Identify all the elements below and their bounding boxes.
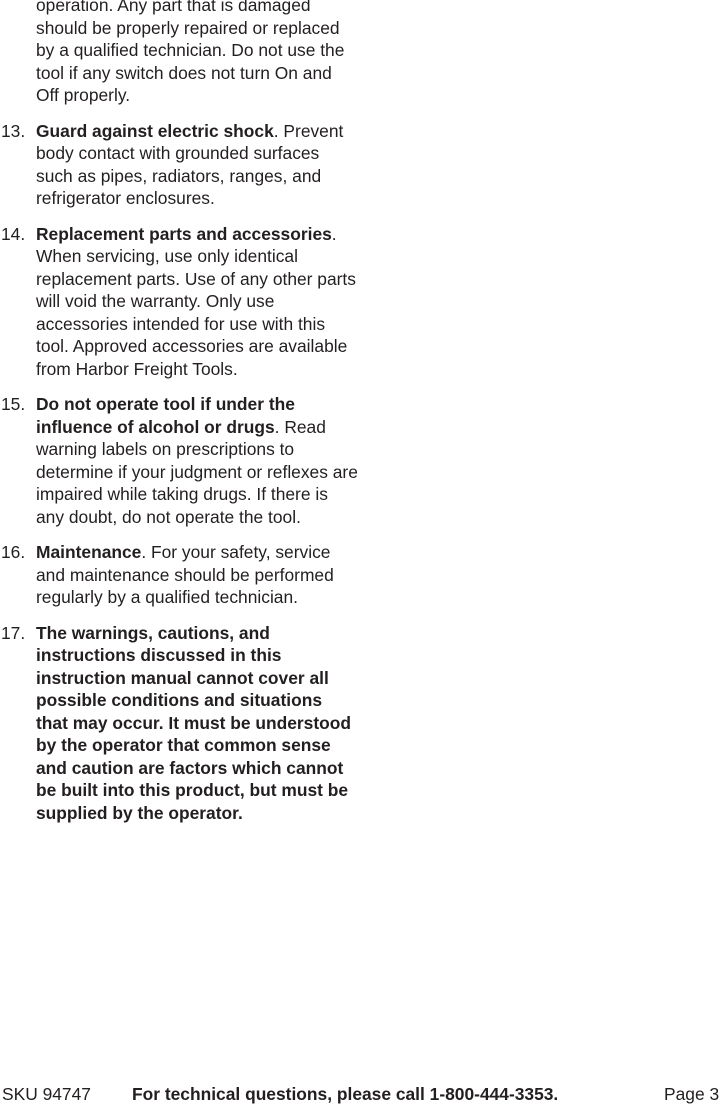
rule-text: . Read warning labels on prescriptions to determine if your judgment or reflexes are impaired while taking drugs. If there is any doubt, do not operate the tool. bbox=[36, 416, 358, 527]
safety-rule-16 bbox=[0, 541, 360, 609]
rule-number: 17. bbox=[1, 622, 26, 643]
rule-number: 15. bbox=[1, 394, 26, 414]
safety-rules-column bbox=[0, 0, 360, 837]
rule-title: Do not operate tool if under the influence of alcohol or drugs bbox=[36, 394, 295, 437]
safety-rule-14 bbox=[0, 223, 360, 381]
rule-number: 14. bbox=[1, 223, 26, 244]
rule-title: Replacement parts and accessories bbox=[36, 223, 332, 244]
sku-number: SKU 94747 bbox=[2, 1084, 91, 1104]
rule-body bbox=[36, 393, 360, 528]
rule-text: . When servicing, use only identical replacement parts. Use of any other parts will void the warranty. Only use accessories intended for use with this tool. Approved accessories are available from Harbor Freight Tools. bbox=[36, 223, 356, 379]
safety-rule-13 bbox=[0, 120, 360, 210]
rule-body bbox=[36, 541, 358, 609]
technical-support-line: For technical questions, please call 1-800-444-3353. bbox=[132, 1084, 559, 1104]
rule-title: The warnings, cautions, and instructions discussed in this instruction manual cannot cover all possible conditions and situations that may occur. It must be understood by the operator that common sense and caution are factors which cannot be built into this product, but must be supplied by the operator. bbox=[36, 622, 352, 823]
rule-body bbox=[36, 223, 358, 381]
rule-body bbox=[36, 622, 354, 825]
page-number: Page 3 bbox=[664, 1084, 720, 1104]
rule-number: 16. bbox=[1, 542, 26, 562]
rule-body bbox=[36, 120, 358, 210]
safety-rule-15 bbox=[0, 393, 360, 528]
rule-number: 13. bbox=[1, 120, 26, 141]
rule-title: Guard against electric shock bbox=[36, 120, 274, 141]
safety-rule-17 bbox=[0, 622, 360, 825]
page-footer bbox=[0, 1083, 722, 1105]
rule-text: . Prevent body contact with grounded surfaces such as pipes, radiators, ranges, and refrigerator enclosures. bbox=[36, 120, 344, 208]
rule-text: . For your safety, service and maintenance should be performed regularly by a qualified technician. bbox=[36, 542, 334, 607]
continued-paragraph: operation. Any part that is damaged should be properly repaired or replaced by a qualified technician. Do not use the tool if any switch does not turn On and Off properly. bbox=[36, 0, 345, 105]
rule-title: Maintenance bbox=[36, 542, 142, 562]
